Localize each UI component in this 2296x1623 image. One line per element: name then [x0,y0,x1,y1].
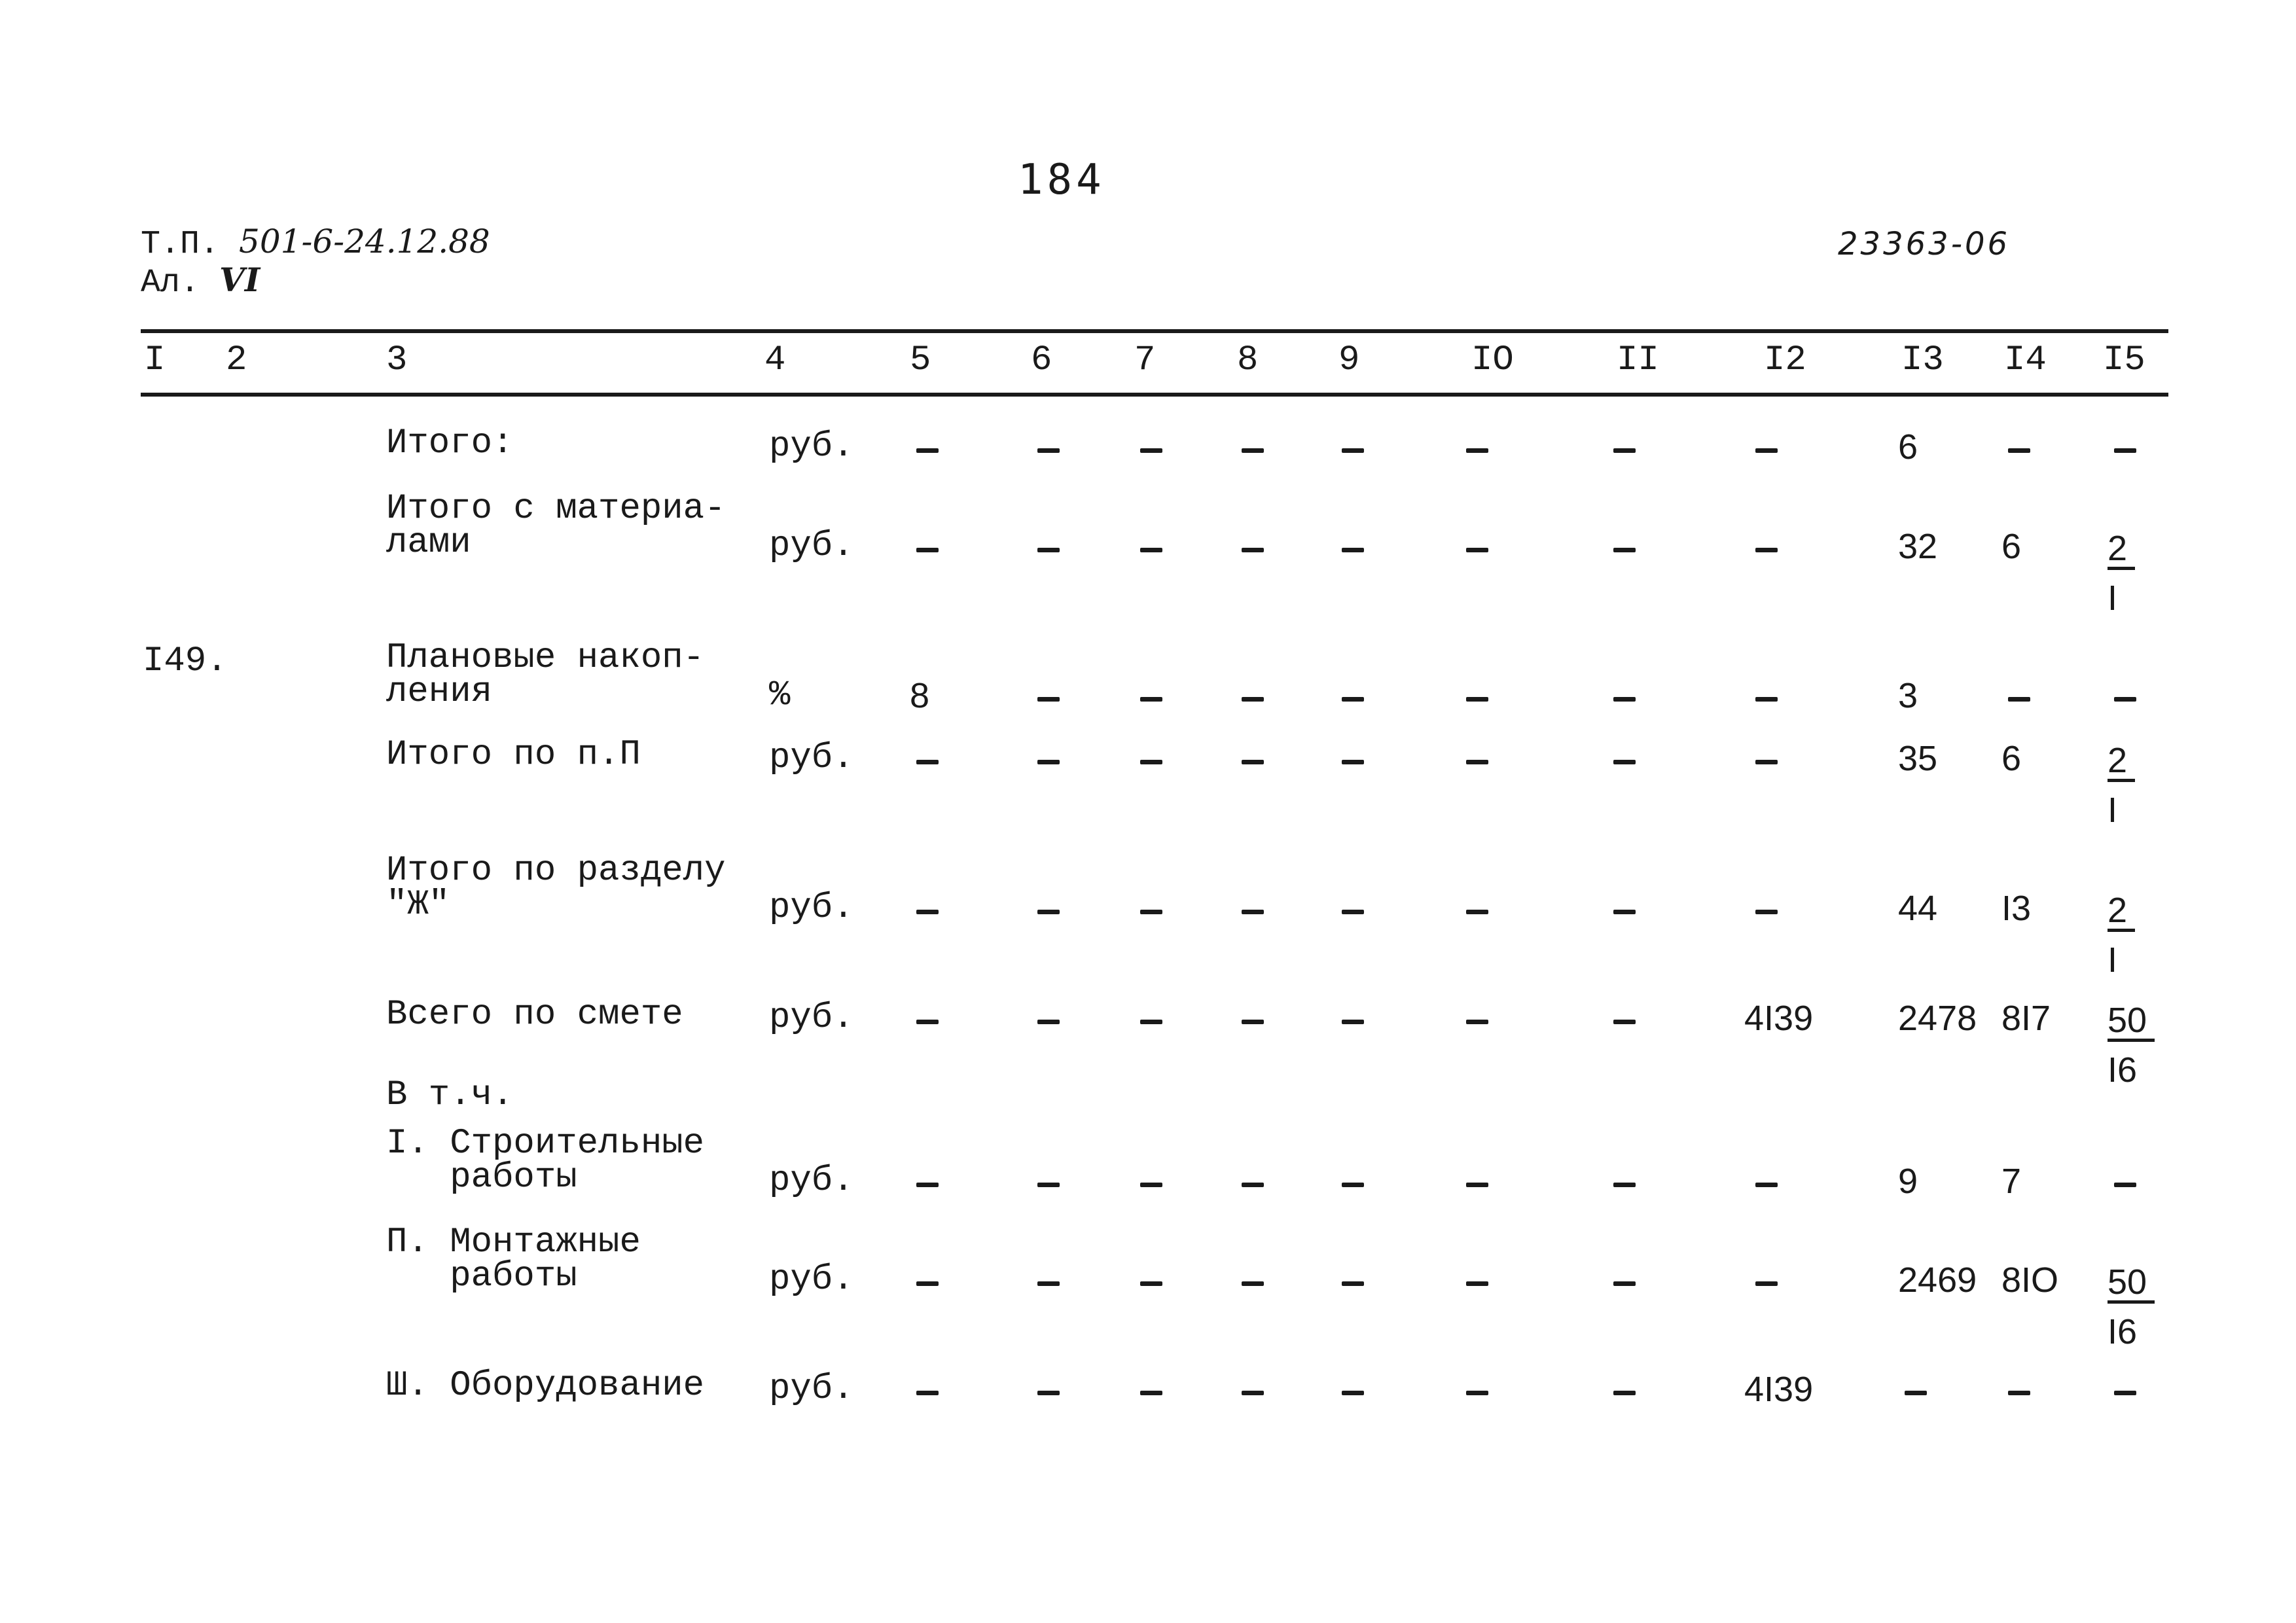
dash-col7 [1140,697,1162,702]
cell-col14: 8I7 [2001,999,2051,1038]
dash-col12 [1755,448,1778,453]
dash-col12 [1755,1281,1778,1286]
cell-col15-fraction [2108,736,2135,835]
header-top-rule [141,329,2168,333]
dash-col7 [1140,910,1162,914]
unit: руб. [769,526,854,566]
dash-col11 [1613,760,1636,764]
column-header-4: 4 [764,340,786,380]
dash-col8 [1242,1281,1264,1286]
dash-col6 [1037,697,1060,702]
dash-col9 [1342,760,1364,764]
dash-col9 [1342,1183,1364,1187]
row-name-line: лами [386,523,471,563]
album-reference [141,260,260,302]
unit: руб. [769,427,854,467]
row-name-line: Итого по п.П [386,735,641,775]
dash-col10 [1466,1391,1488,1395]
row-name-line: Итого по разделу [386,851,726,891]
dash-col6 [1037,1183,1060,1187]
cell-col13: 9 [1898,1162,1918,1201]
cell-col12: 4I39 [1744,999,1814,1038]
dash-col10 [1466,697,1488,702]
dash-col5 [916,548,939,552]
column-header-5: 5 [910,340,931,380]
cell-col14: 7 [2001,1162,2022,1201]
dash-col11 [1613,1183,1636,1187]
row-name-line: работы [386,1158,577,1198]
album-handwritten: VI [219,260,260,299]
row-name-line: Итого с материа- [386,489,726,529]
dash-col10 [1466,1183,1488,1187]
fraction-numerator: 2 [2108,892,2135,932]
cell-col13: 2478 [1898,999,1977,1038]
dash-col9 [1342,697,1364,702]
archive-number: 23363-06 [1838,226,2011,262]
dash-col5 [916,448,939,453]
row-name-line: Всего по смете [386,995,683,1035]
column-header-15: I5 [2103,340,2145,380]
fraction-denominator: I [2108,940,2118,980]
dash-col7 [1140,1183,1162,1187]
dash-col8 [1242,548,1264,552]
doc-reference-handwritten: 501-6-24.12.88 [239,223,490,260]
row-name [386,489,726,563]
row-name-line: работы [386,1257,577,1296]
column-header-7: 7 [1134,340,1156,380]
unit: руб. [769,738,854,778]
dash-col5 [916,1020,939,1024]
album-prefix: Ал. [141,264,200,302]
dash-col9 [1342,548,1364,552]
dash-col14 [2008,448,2030,453]
column-header-3: 3 [386,340,408,380]
row-number: I49. [143,641,228,681]
fraction-numerator: 2 [2108,530,2135,570]
dash-col10 [1466,548,1488,552]
cell-col15-fraction [2108,995,2155,1095]
dash-col9 [1342,1391,1364,1395]
cell-col15-fraction [2108,1257,2155,1357]
dash-col12 [1755,910,1778,914]
column-header-13: I3 [1901,340,1944,380]
page-number: 184 [1018,156,1105,204]
dash-col14 [2008,1391,2030,1395]
dash-col10 [1466,448,1488,453]
dash-col6 [1037,1020,1060,1024]
dash-col11 [1613,548,1636,552]
fraction-numerator: 2 [2108,742,2135,782]
cell-col13: 3 [1898,676,1918,715]
column-header-6: 6 [1031,340,1052,380]
dash-col7 [1140,448,1162,453]
cell-col15-fraction [2108,885,2135,985]
dash-col15 [2114,448,2136,453]
unit: руб. [769,1161,854,1201]
column-header-9: 9 [1338,340,1360,380]
dash-col11 [1613,910,1636,914]
dash-col7 [1140,760,1162,764]
doc-reference [141,223,490,263]
dash-col9 [1342,1020,1364,1024]
cell-col13: 44 [1898,889,1938,928]
cell-col14: 8IO [2001,1260,2059,1300]
doc-reference-prefix: Т.П. [141,226,220,263]
row-name-line: П. Монтажные [386,1222,641,1262]
dash-col5 [916,760,939,764]
column-header-14: I4 [2004,340,2047,380]
dash-col9 [1342,1281,1364,1286]
dash-col7 [1140,1391,1162,1395]
dash-col5 [916,910,939,914]
row-name [386,1124,705,1198]
row-name [386,1366,705,1406]
dash-col15 [2114,697,2136,702]
column-header-10: IO [1471,340,1514,380]
dash-col5 [916,1183,939,1187]
row-name [386,995,683,1035]
unit: руб. [769,1260,854,1300]
dash-col8 [1242,1183,1264,1187]
dash-col10 [1466,760,1488,764]
cell-col14: 6 [2001,739,2022,778]
dash-col12 [1755,1183,1778,1187]
row-name-line: "Ж" [386,885,450,925]
dash-col6 [1037,448,1060,453]
fraction-denominator: I6 [2108,1312,2138,1351]
dash-col8 [1242,448,1264,453]
dash-col11 [1613,1391,1636,1395]
dash-col7 [1140,1020,1162,1024]
column-header-2: 2 [226,340,247,380]
cell-col13: 2469 [1898,1260,1977,1300]
cell-col13: 35 [1898,739,1938,778]
row-name [386,735,641,775]
column-header-11: II [1617,340,1659,380]
dash-col10 [1466,1281,1488,1286]
dash-col7 [1140,548,1162,552]
row-name-line: I. Строительные [386,1124,705,1164]
dash-col8 [1242,760,1264,764]
row-name-line: В т.ч. [386,1075,514,1115]
cell-col13: 6 [1898,427,1918,467]
unit: % [769,675,791,715]
dash-col8 [1242,1020,1264,1024]
cell-col12: 4I39 [1744,1370,1814,1409]
unit: руб. [769,998,854,1038]
header-bottom-rule [141,393,2168,397]
row-name [386,1222,641,1296]
dash-col14 [2008,697,2030,702]
dash-col11 [1613,448,1636,453]
dash-col12 [1755,548,1778,552]
dash-col9 [1342,448,1364,453]
row-name-line: Ш. Оборудование [386,1366,705,1406]
row-name [386,423,514,463]
dash-col5 [916,1281,939,1286]
dash-col6 [1037,1391,1060,1395]
column-header-8: 8 [1237,340,1259,380]
fraction-denominator: I6 [2108,1050,2138,1090]
cell-col14: 6 [2001,527,2022,566]
row-name-line: Итого: [386,423,514,463]
cell-col5: 8 [910,676,930,715]
dash-col15 [2114,1391,2136,1395]
dash-col11 [1613,1020,1636,1024]
dash-col13 [1905,1391,1927,1395]
dash-col6 [1037,760,1060,764]
dash-col10 [1466,910,1488,914]
fraction-numerator: 50 [2108,1002,2155,1042]
dash-col10 [1466,1020,1488,1024]
dash-col8 [1242,910,1264,914]
row-name [386,1075,514,1115]
dash-col15 [2114,1183,2136,1187]
column-header-1: I [144,340,166,380]
dash-col8 [1242,697,1264,702]
dash-col6 [1037,1281,1060,1286]
dash-col6 [1037,910,1060,914]
dash-col9 [1342,910,1364,914]
dash-col12 [1755,760,1778,764]
dash-col7 [1140,1281,1162,1286]
dash-col11 [1613,697,1636,702]
unit: руб. [769,1369,854,1409]
fraction-denominator: I [2108,791,2118,830]
dash-col5 [916,1391,939,1395]
row-name-line: ления [386,672,493,712]
dash-col6 [1037,548,1060,552]
unit: руб. [769,888,854,928]
fraction-denominator: I [2108,579,2118,618]
cell-col13: 32 [1898,527,1938,566]
row-name-line: Плановые накоп- [386,638,705,678]
cell-col14: I3 [2001,889,2032,928]
cell-col15-fraction [2108,524,2135,623]
row-name [386,638,705,712]
dash-col8 [1242,1391,1264,1395]
fraction-numerator: 50 [2108,1264,2155,1304]
column-header-12: I2 [1764,340,1806,380]
dash-col12 [1755,697,1778,702]
row-name [386,851,726,925]
dash-col11 [1613,1281,1636,1286]
